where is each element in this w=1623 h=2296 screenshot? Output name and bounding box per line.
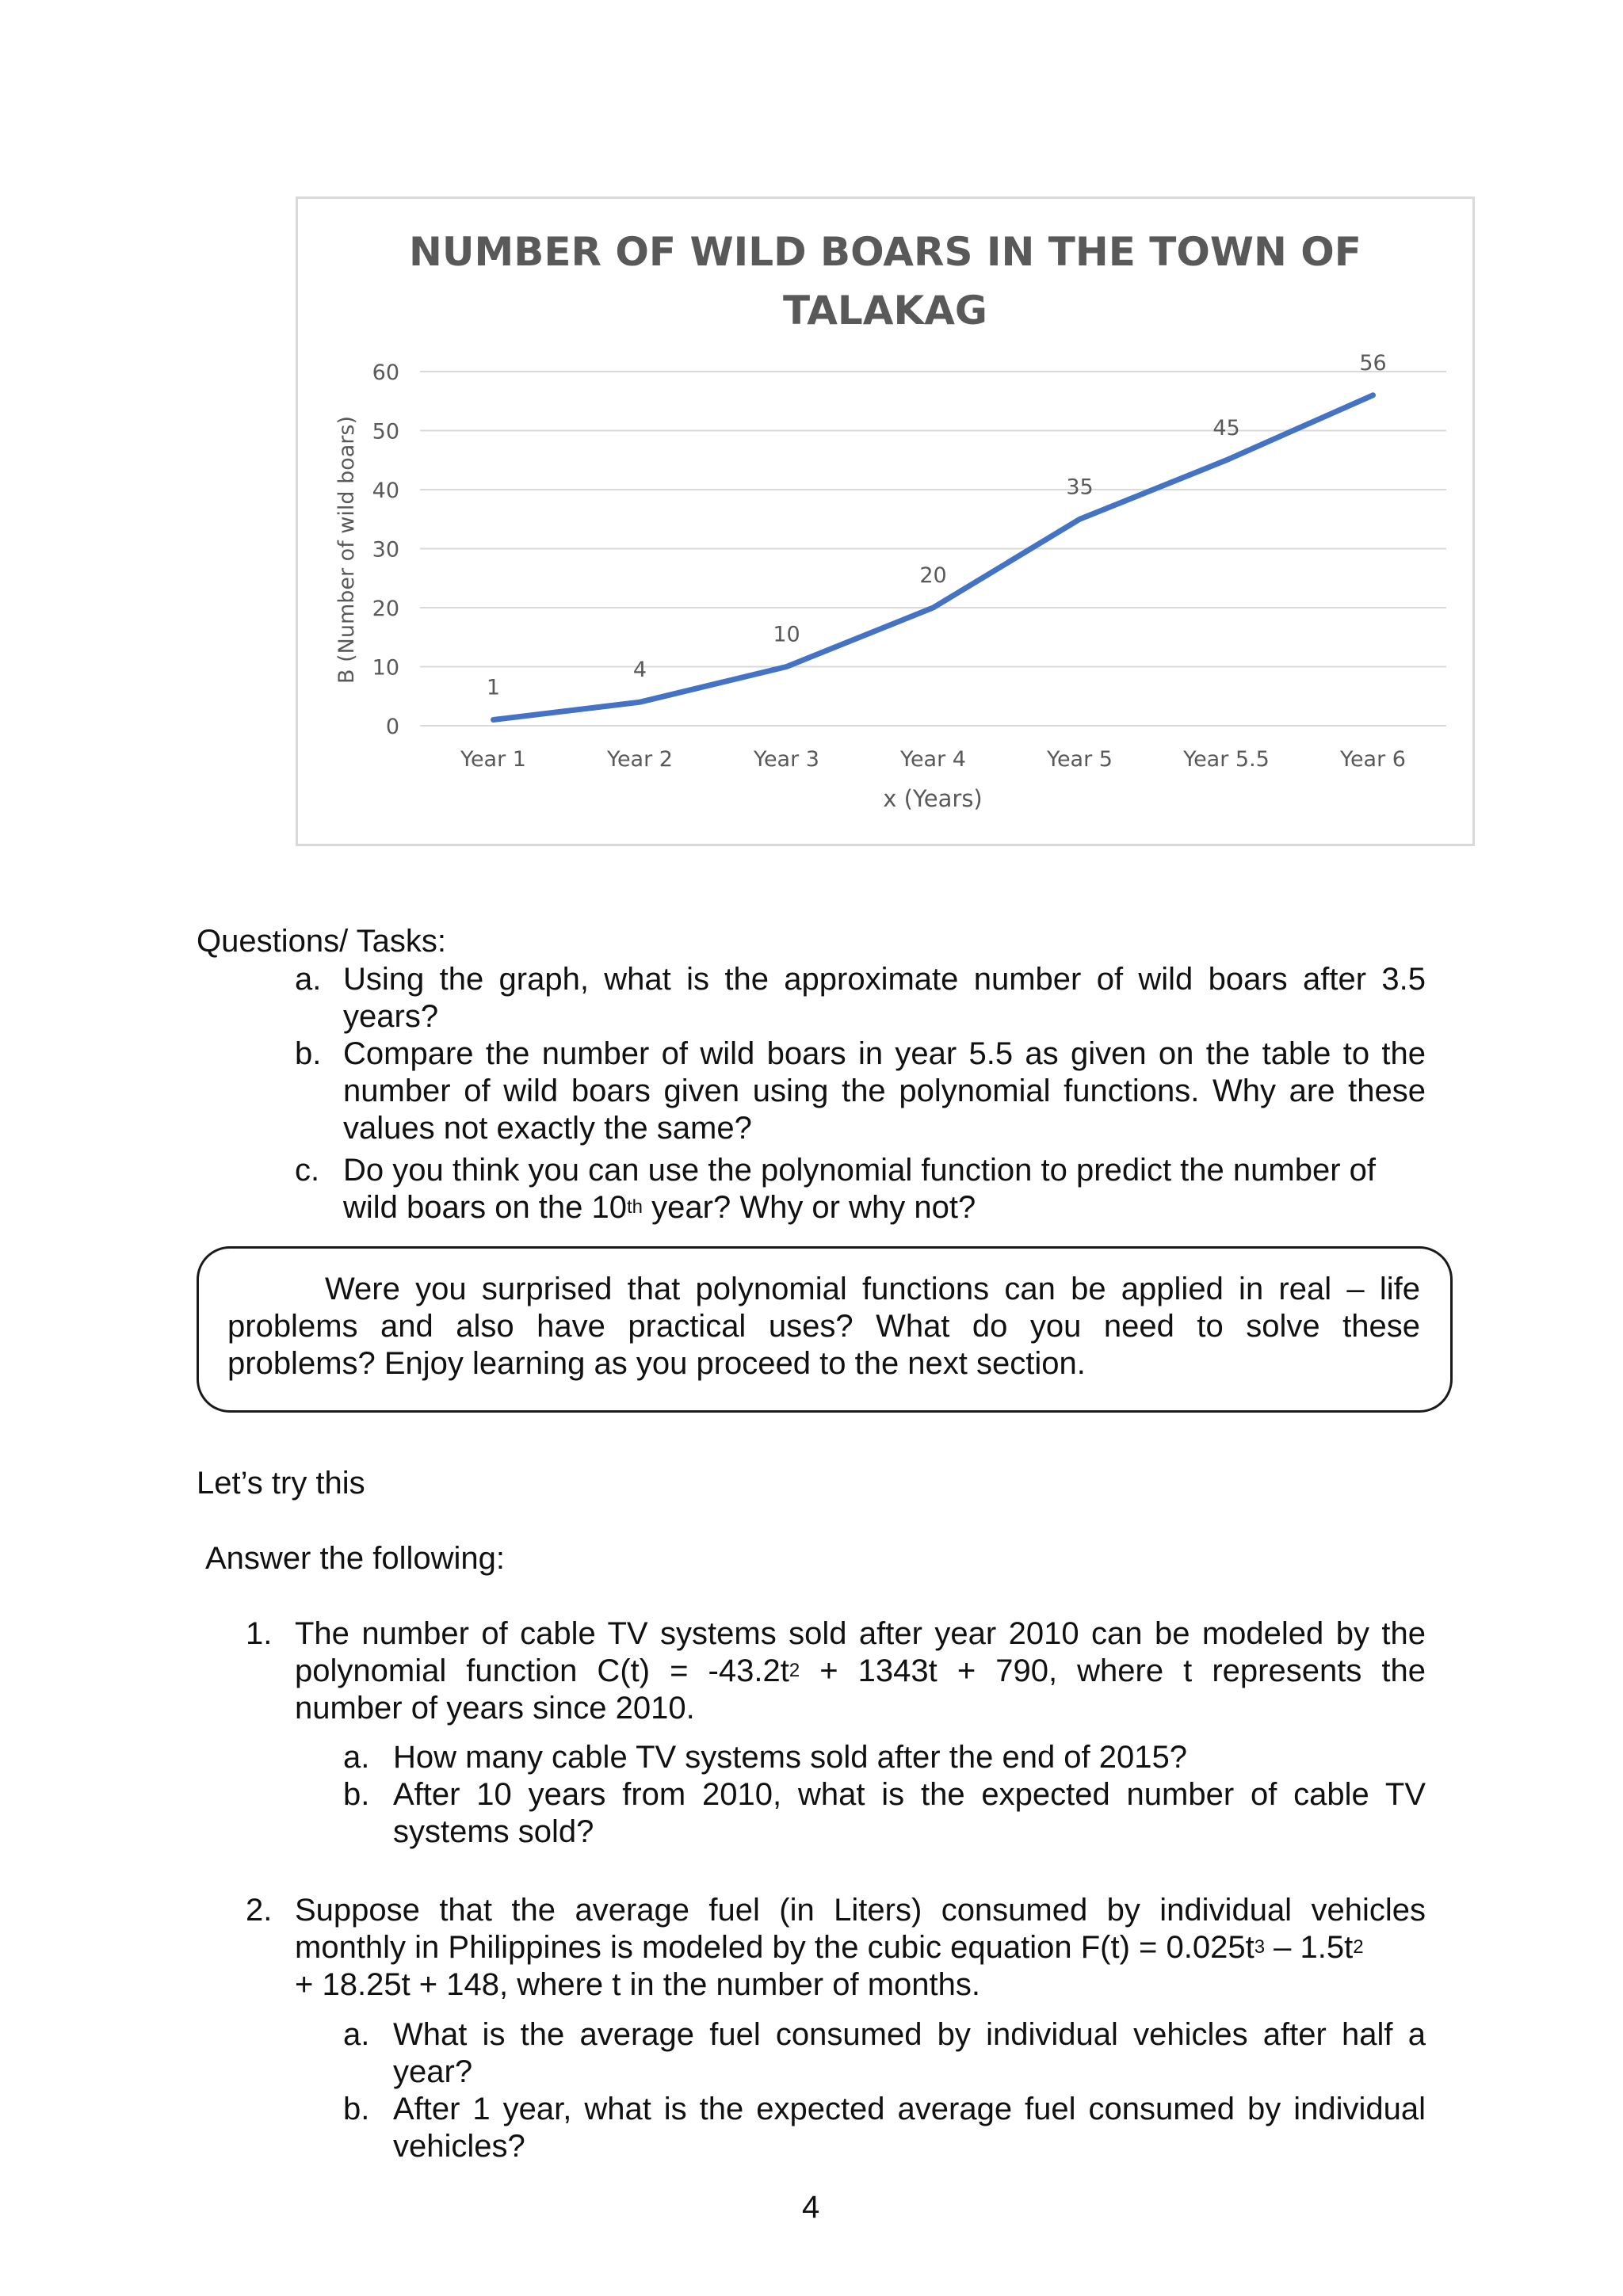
section-heading: Let’s try this <box>197 1466 365 1501</box>
x-tick-label: Year 4 <box>900 747 966 772</box>
data-label: 1 <box>486 675 501 700</box>
x-tick-label: Year 2 <box>607 747 673 772</box>
x-axis-label: x (Years) <box>883 785 983 812</box>
problem-1-marker: 1. <box>246 1616 273 1651</box>
problem-1-line-2-text: polynomial function C(t) = -43.2t <box>295 1653 789 1688</box>
problem-1-line-2 <box>295 1652 1426 1690</box>
question-b-line-2: number of wild boars given using the polynomial functions. Why are these <box>343 1074 1426 1108</box>
x-tick-label: Year 5 <box>1047 747 1113 772</box>
question-c-marker: c. <box>295 1153 320 1188</box>
problem-2-line-2 <box>295 1928 1364 1966</box>
x-tick-label: Year 1 <box>460 747 526 772</box>
question-c-line-2 <box>343 1188 976 1226</box>
problem-2-marker: 2. <box>246 1893 273 1928</box>
y-tick-label: 50 <box>372 419 399 444</box>
problem-1a-line-1: How many cable TV systems sold after the end of 2015? <box>393 1740 1188 1775</box>
page-number: 4 <box>802 2190 820 2225</box>
data-label: 4 <box>632 658 647 683</box>
question-b-marker: b. <box>295 1036 322 1071</box>
problem-2a-marker: a. <box>343 2017 370 2052</box>
chart-title-line-1: NUMBER OF WILD BOARS IN THE TOWN OF <box>409 229 1361 275</box>
question-a-line-2: years? <box>343 999 439 1034</box>
data-label: 10 <box>773 622 800 647</box>
x-tick-label: Year 5.5 <box>1183 747 1270 772</box>
data-label: 35 <box>1066 475 1094 500</box>
question-a-marker: a. <box>295 962 322 997</box>
question-c-line-1: Do you think you can use the polynomial function to predict the number of <box>343 1153 1376 1188</box>
y-tick-label: 0 <box>385 715 399 739</box>
problem-2-superscript-2: 2 <box>1353 1936 1364 1958</box>
data-label: 45 <box>1212 415 1240 441</box>
problem-2b-marker: b. <box>343 2092 370 2126</box>
data-label: 20 <box>919 563 947 588</box>
problem-1a-marker: a. <box>343 1740 370 1775</box>
problem-1b-marker: b. <box>343 1777 370 1812</box>
question-a-line-1: Using the graph, what is the approximate number of wild boars after 3.5 <box>343 962 1426 997</box>
callout-line-2: problems and also have practical uses? What do you need to solve these <box>227 1309 1420 1344</box>
line-chart <box>298 199 1472 844</box>
question-b-line-3: values not exactly the same? <box>343 1111 752 1146</box>
problem-2a-line-1: What is the average fuel consumed by individual vehicles after half a <box>393 2017 1426 2052</box>
problem-1-superscript: 2 <box>789 1660 800 1681</box>
series-line <box>494 395 1373 720</box>
callout-line-1: Were you surprised that polynomial functions can be applied in real – life <box>325 1272 1420 1306</box>
callout-line-3: problems? Enjoy learning as you proceed to the next section. <box>227 1346 1086 1381</box>
problem-1-line-1: The number of cable TV systems sold after year 2010 can be modeled by the <box>295 1616 1426 1651</box>
y-tick-label: 10 <box>372 655 399 681</box>
y-axis-label: B (Number of wild boars) <box>334 415 359 685</box>
problem-2-line-2-mid: – 1.5t <box>1265 1930 1354 1965</box>
problem-2-line-1: Suppose that the average fuel (in Liters) consumed by individual vehicles <box>295 1893 1426 1928</box>
y-tick-label: 60 <box>372 360 399 385</box>
questions-heading: Questions/ Tasks: <box>197 924 446 959</box>
question-c-superscript: th <box>627 1196 643 1218</box>
problem-1-line-3: number of years since 2010. <box>295 1691 695 1726</box>
chart-title-line-2: TALAKAG <box>783 288 987 334</box>
problem-2-line-3: + 18.25t + 148, where t in the number of months. <box>295 1967 980 2002</box>
y-tick-label: 40 <box>372 479 399 503</box>
y-tick-label: 20 <box>372 597 399 621</box>
problem-2a-line-2: year? <box>393 2054 473 2089</box>
problem-1b-line-1: After 10 years from 2010, what is the expected number of cable TV <box>393 1777 1426 1812</box>
question-c-line-2-rest: year? Why or why not? <box>643 1190 976 1225</box>
x-tick-label: Year 6 <box>1340 747 1406 772</box>
problem-2b-line-2: vehicles? <box>393 2129 525 2164</box>
problem-2b-line-1: After 1 year, what is the expected average fuel consumed by individual <box>393 2092 1426 2126</box>
data-label: 56 <box>1359 350 1387 376</box>
y-tick-label: 30 <box>372 537 399 563</box>
question-b-line-1: Compare the number of wild boars in year 5.5 as given on the table to the <box>343 1036 1426 1071</box>
question-c-line-2-text: wild boars on the 10 <box>343 1190 628 1225</box>
chart-container <box>296 196 1475 846</box>
problem-1-line-2-rest: + 1343t + 790, where t represents the <box>800 1653 1426 1688</box>
problem-2-line-2-text: monthly in Philippines is modeled by the cubic equation F(t) = 0.025t <box>295 1930 1254 1965</box>
problem-1b-line-2: systems sold? <box>393 1814 594 1849</box>
problem-2-superscript-3: 3 <box>1254 1936 1266 1958</box>
x-tick-label: Year 3 <box>754 747 819 772</box>
instruction-text: Answer the following: <box>205 1541 505 1576</box>
